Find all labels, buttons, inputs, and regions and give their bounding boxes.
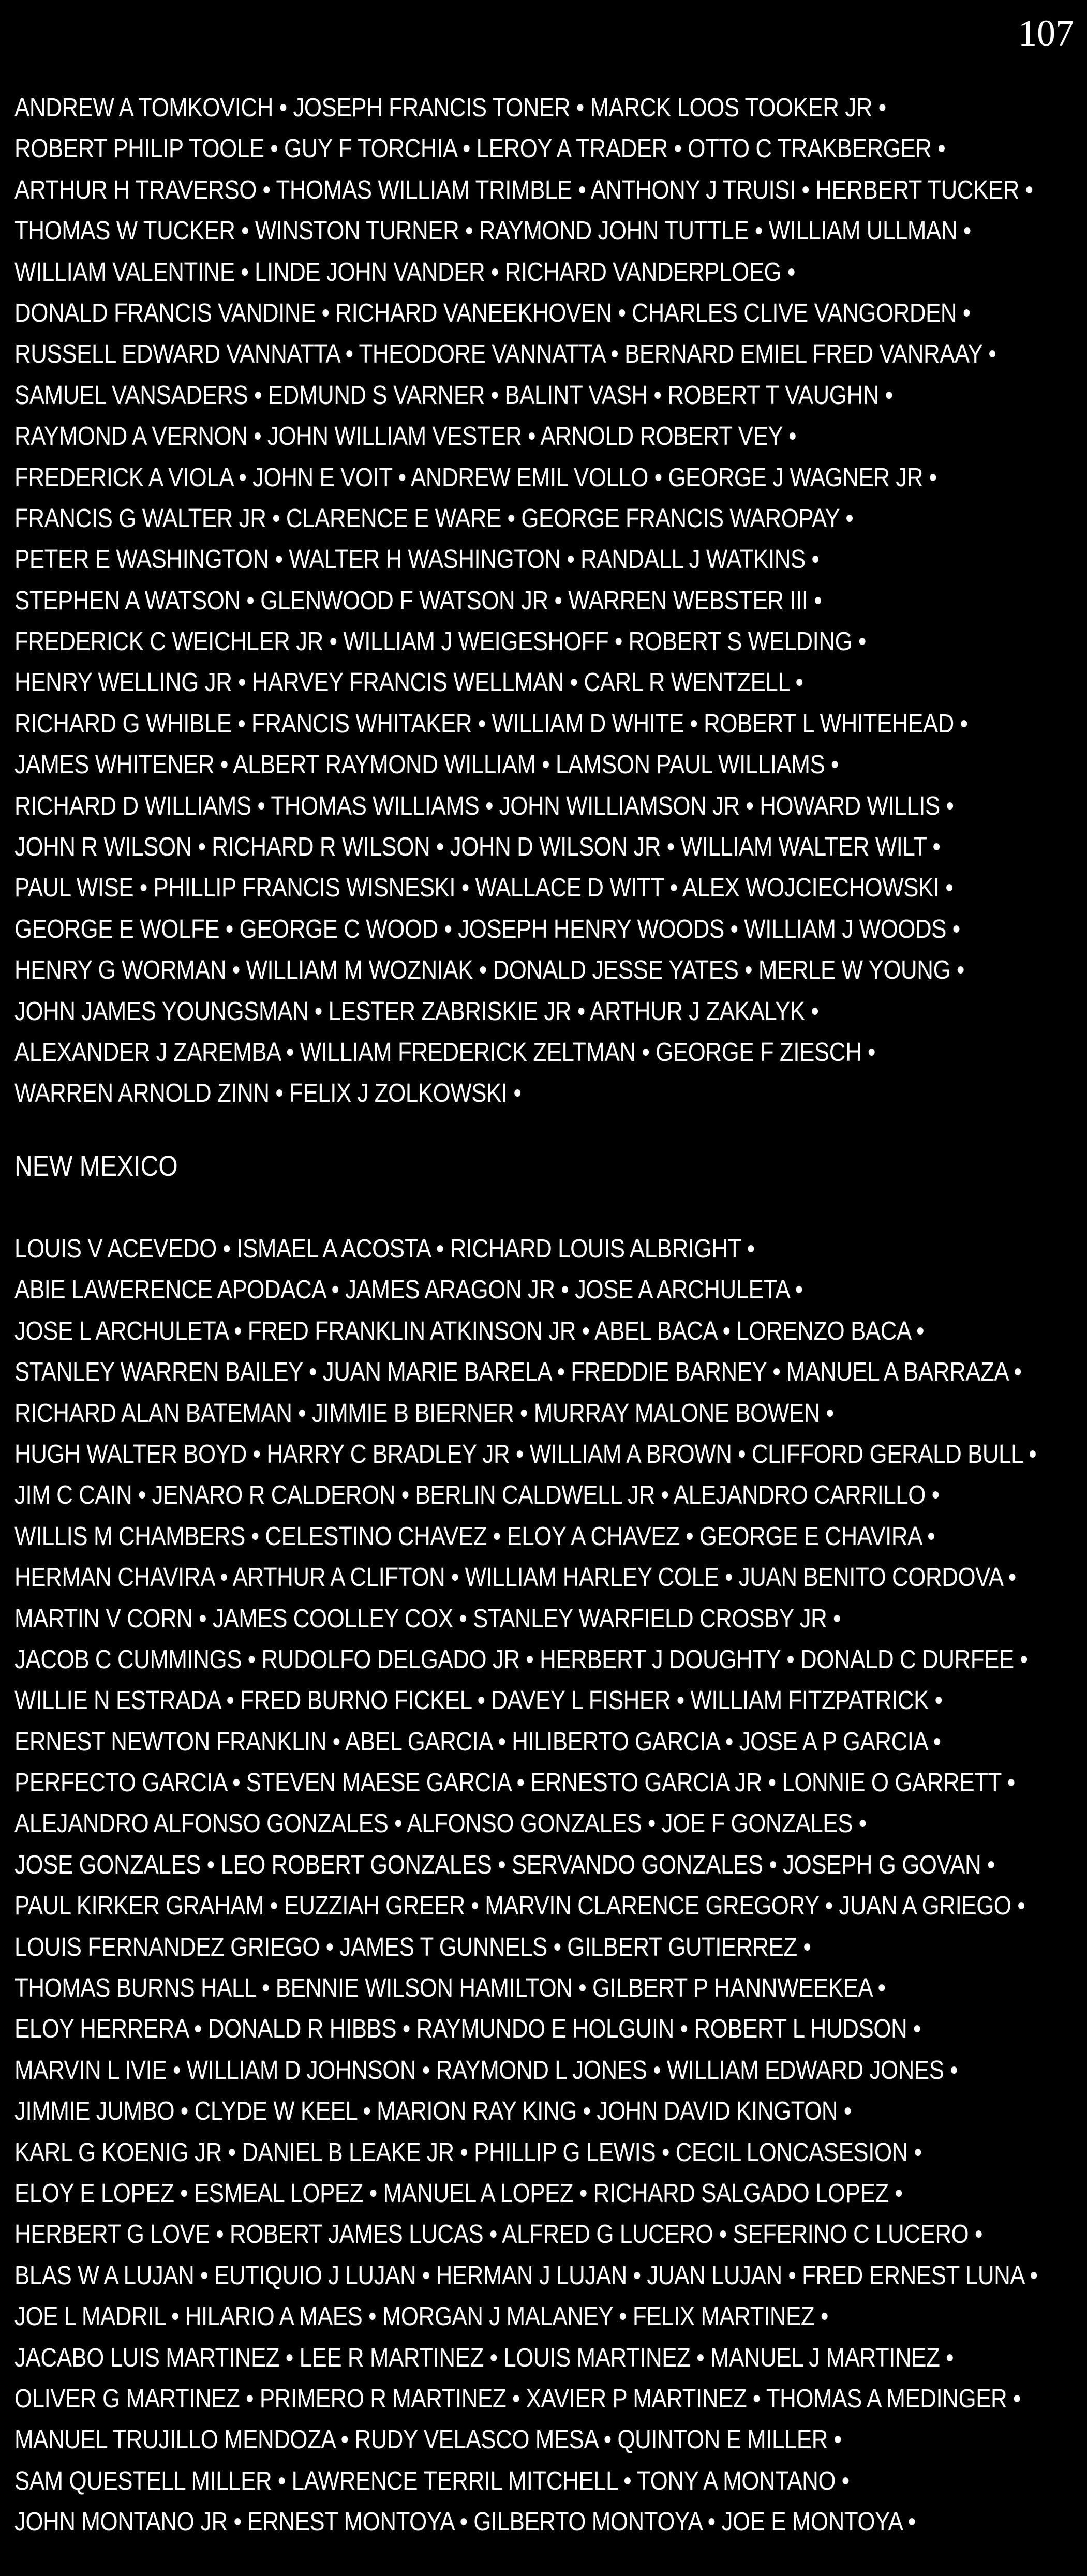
name-line: RUSSELL EDWARD VANNATTA • THEODORE VANNATTA • BERNARD EMIEL FRED VANRAAY •: [14, 339, 996, 369]
name-line: JACOB C CUMMINGS • RUDOLFO DELGADO JR • HERBERT J DOUGHTY • DONALD C DURFEE •: [14, 1644, 1028, 1674]
name-line: WARREN ARNOLD ZINN • FELIX J ZOLKOWSKI •: [14, 1078, 522, 1108]
name-line: JOE L MADRIL • HILARIO A MAES • MORGAN J MALANEY • FELIX MARTINEZ •: [14, 2301, 828, 2331]
name-line: JOSE GONZALES • LEO ROBERT GONZALES • SERVANDO GONZALES • JOSEPH G GOVAN •: [14, 1849, 995, 1879]
name-line: MARTIN V CORN • JAMES COOLLEY COX • STANLEY WARFIELD CROSBY JR •: [14, 1603, 841, 1633]
name-line: HERMAN CHAVIRA • ARTHUR A CLIFTON • WILLIAM HARLEY COLE • JUAN BENITO CORDOVA •: [14, 1562, 1016, 1592]
name-line: JOHN JAMES YOUNGSMAN • LESTER ZABRISKIE JR • ARTHUR J ZAKALYK •: [14, 996, 819, 1026]
name-line: KARL G KOENIG JR • DANIEL B LEAKE JR • PHILLIP G LEWIS • CECIL LONCASESION •: [14, 2137, 922, 2167]
name-line: FRANCIS G WALTER JR • CLARENCE E WARE • GEORGE FRANCIS WAROPAY •: [14, 503, 854, 533]
name-line: THOMAS BURNS HALL • BENNIE WILSON HAMILTON • GILBERT P HANNWEEKEA •: [14, 1973, 886, 2003]
name-line: ANDREW A TOMKOVICH • JOSEPH FRANCIS TONER • MARCK LOOS TOOKER JR •: [14, 93, 886, 122]
name-line: LOUIS V ACEVEDO • ISMAEL A ACOSTA • RICHARD LOUIS ALBRIGHT •: [14, 1234, 755, 1263]
name-line: PERFECTO GARCIA • STEVEN MAESE GARCIA • ERNESTO GARCIA JR • LONNIE O GARRETT •: [14, 1768, 1015, 1798]
name-line: RAYMOND A VERNON • JOHN WILLIAM VESTER • ARNOLD ROBERT VEY •: [14, 421, 797, 451]
name-line: WILLIS M CHAMBERS • CELESTINO CHAVEZ • ELOY A CHAVEZ • GEORGE E CHAVIRA •: [14, 1521, 935, 1551]
name-line: ERNEST NEWTON FRANKLIN • ABEL GARCIA • HILIBERTO GARCIA • JOSE A P GARCIA •: [14, 1726, 941, 1756]
state-heading: NEW MEXICO: [14, 1149, 178, 1182]
section-new-mexico: [14, 1145, 1075, 2542]
page-number: 107: [1018, 12, 1074, 54]
name-line: PAUL KIRKER GRAHAM • EUZZIAH GREER • MARVIN CLARENCE GREGORY • JUAN A GRIEGO •: [14, 1891, 1025, 1921]
name-line: JIMMIE JUMBO • CLYDE W KEEL • MARION RAY KING • JOHN DAVID KINGTON •: [14, 2096, 852, 2126]
name-line: LOUIS FERNANDEZ GRIEGO • JAMES T GUNNELS • GILBERT GUTIERREZ •: [14, 1931, 811, 1961]
name-line: THOMAS W TUCKER • WINSTON TURNER • RAYMOND JOHN TUTTLE • WILLIAM ULLMAN •: [14, 216, 971, 246]
name-line: ABIE LAWERENCE APODACA • JAMES ARAGON JR • JOSE A ARCHULETA •: [14, 1275, 803, 1305]
name-line: DONALD FRANCIS VANDINE • RICHARD VANEEKHOVEN • CHARLES CLIVE VANGORDEN •: [14, 297, 971, 327]
name-line: FREDERICK A VIOLA • JOHN E VOIT • ANDREW EMIL VOLLO • GEORGE J WAGNER JR •: [14, 462, 937, 492]
name-line: RICHARD D WILLIAMS • THOMAS WILLIAMS • JOHN WILLIAMSON JR • HOWARD WILLIS •: [14, 790, 954, 820]
name-line: SAMUEL VANSADERS • EDMUND S VARNER • BALINT VASH • ROBERT T VAUGHN •: [14, 380, 893, 410]
name-line: ALEXANDER J ZAREMBA • WILLIAM FREDERICK ZELTMAN • GEORGE F ZIESCH •: [14, 1037, 875, 1067]
section-continued-names: [14, 87, 1075, 1114]
name-line: WILLIAM VALENTINE • LINDE JOHN VANDER • RICHARD VANDERPLOEG •: [14, 257, 795, 287]
name-line: PETER E WASHINGTON • WALTER H WASHINGTON • RANDALL J WATKINS •: [14, 544, 820, 574]
name-line: RICHARD ALAN BATEMAN • JIMMIE B BIERNER • MURRAY MALONE BOWEN •: [14, 1398, 834, 1428]
name-line: ROBERT PHILIP TOOLE • GUY F TORCHIA • LEROY A TRADER • OTTO C TRAKBERGER •: [14, 133, 946, 163]
name-line: STANLEY WARREN BAILEY • JUAN MARIE BARELA • FREDDIE BARNEY • MANUEL A BARRAZA •: [14, 1357, 1022, 1387]
name-line: PAUL WISE • PHILLIP FRANCIS WISNESKI • WALLACE D WITT • ALEX WOJCIECHOWSKI •: [14, 873, 954, 903]
name-line: HERBERT G LOVE • ROBERT JAMES LUCAS • ALFRED G LUCERO • SEFERINO C LUCERO •: [14, 2219, 982, 2249]
name-line: JIM C CAIN • JENARO R CALDERON • BERLIN CALDWELL JR • ALEJANDRO CARRILLO •: [14, 1480, 940, 1510]
name-line: JACABO LUIS MARTINEZ • LEE R MARTINEZ • LOUIS MARTINEZ • MANUEL J MARTINEZ •: [14, 2342, 954, 2372]
name-line: HUGH WALTER BOYD • HARRY C BRADLEY JR • WILLIAM A BROWN • CLIFFORD GERALD BULL •: [14, 1439, 1037, 1469]
name-line: OLIVER G MARTINEZ • PRIMERO R MARTINEZ • XAVIER P MARTINEZ • THOMAS A MEDINGER •: [14, 2383, 1021, 2413]
name-line: ELOY E LOPEZ • ESMEAL LOPEZ • MANUEL A LOPEZ • RICHARD SALGADO LOPEZ •: [14, 2178, 903, 2208]
name-line: ARTHUR H TRAVERSO • THOMAS WILLIAM TRIMBLE • ANTHONY J TRUISI • HERBERT TUCKER •: [14, 174, 1033, 204]
name-line: WILLIE N ESTRADA • FRED BURNO FICKEL • DAVEY L FISHER • WILLIAM FITZPATRICK •: [14, 1685, 943, 1715]
name-line: RICHARD G WHIBLE • FRANCIS WHITAKER • WILLIAM D WHITE • ROBERT L WHITEHEAD •: [14, 708, 968, 738]
name-line: HENRY G WORMAN • WILLIAM M WOZNIAK • DONALD JESSE YATES • MERLE W YOUNG •: [14, 955, 964, 985]
name-line: MANUEL TRUJILLO MENDOZA • RUDY VELASCO MESA • QUINTON E MILLER •: [14, 2424, 842, 2454]
name-line: BLAS W A LUJAN • EUTIQUIO J LUJAN • HERMAN J LUJAN • JUAN LUJAN • FRED ERNEST LUNA •: [14, 2260, 1038, 2290]
name-line: ELOY HERRERA • DONALD R HIBBS • RAYMUNDO E HOLGUIN • ROBERT L HUDSON •: [14, 2014, 921, 2044]
name-line: SAM QUESTELL MILLER • LAWRENCE TERRIL MITCHELL • TONY A MONTANO •: [14, 2465, 850, 2495]
name-line: JOHN MONTANO JR • ERNEST MONTOYA • GILBERTO MONTOYA • JOE E MONTOYA •: [14, 2507, 916, 2537]
name-line: MARVIN L IVIE • WILLIAM D JOHNSON • RAYMOND L JONES • WILLIAM EDWARD JONES •: [14, 2055, 958, 2085]
name-line: JAMES WHITENER • ALBERT RAYMOND WILLIAM • LAMSON PAUL WILLIAMS •: [14, 750, 839, 780]
name-line: ALEJANDRO ALFONSO GONZALES • ALFONSO GONZALES • JOE F GONZALES •: [14, 1808, 867, 1838]
name-line: GEORGE E WOLFE • GEORGE C WOOD • JOSEPH HENRY WOODS • WILLIAM J WOODS •: [14, 913, 960, 943]
name-line: JOHN R WILSON • RICHARD R WILSON • JOHN D WILSON JR • WILLIAM WALTER WILT •: [14, 832, 941, 862]
name-line: FREDERICK C WEICHLER JR • WILLIAM J WEIGESHOFF • ROBERT S WELDING •: [14, 626, 866, 656]
name-line: HENRY WELLING JR • HARVEY FRANCIS WELLMAN • CARL R WENTZELL •: [14, 667, 803, 697]
name-line: STEPHEN A WATSON • GLENWOOD F WATSON JR • WARREN WEBSTER III •: [14, 585, 822, 615]
name-line: JOSE L ARCHULETA • FRED FRANKLIN ATKINSON JR • ABEL BACA • LORENZO BACA •: [14, 1315, 925, 1345]
